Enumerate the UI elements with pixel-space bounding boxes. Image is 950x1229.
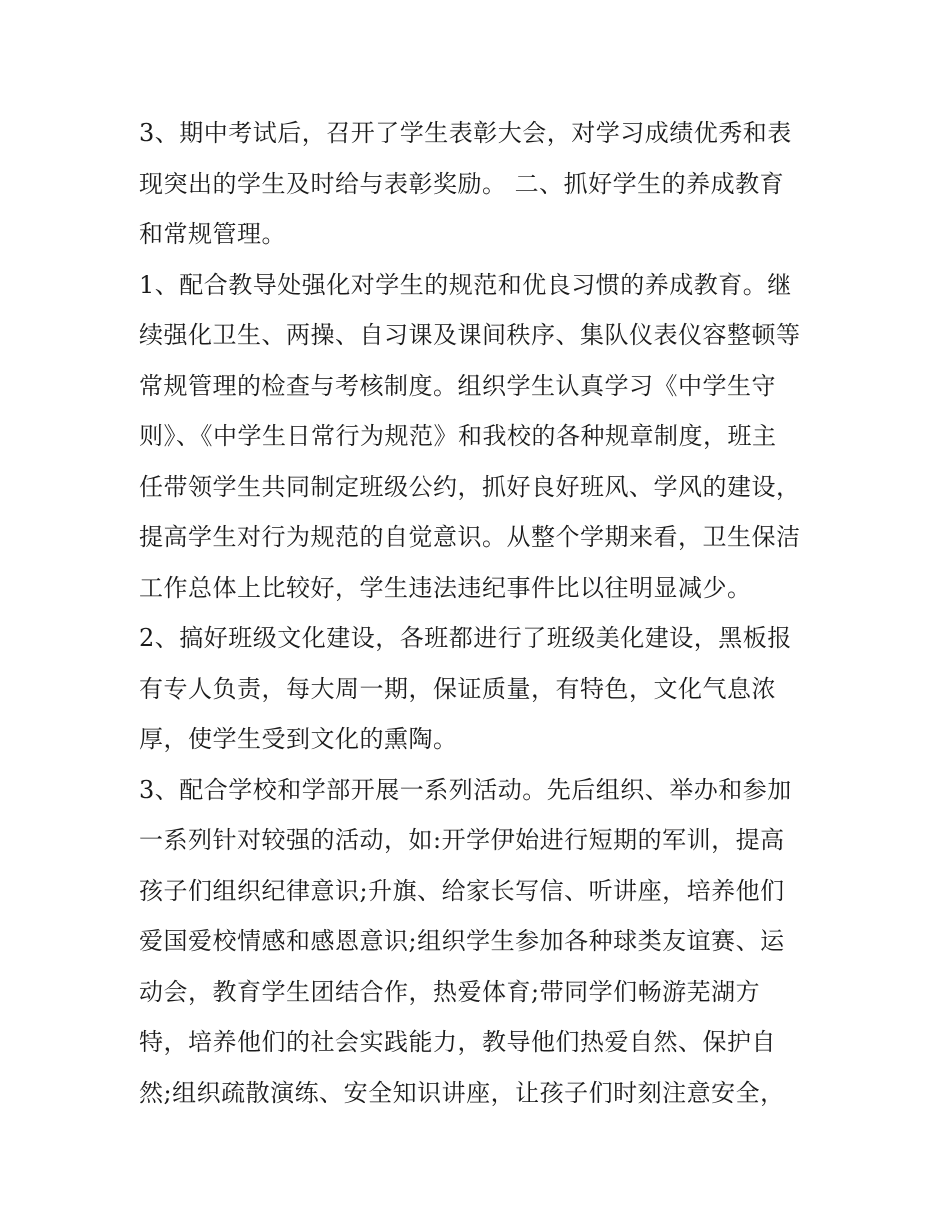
text-line: 常规管理的检查与考核制度。组织学生认真学习《中学生守 [139, 371, 776, 400]
text-line: 工作总体上比较好，学生违法违纪事件比以往明显减少。 [139, 573, 752, 602]
text-line: 然;组织疏散演练、安全知识讲座，让孩子们时刻注意安全， [139, 1078, 785, 1107]
text-line: 爱国爱校情感和感恩意识;组织学生参加各种球类友谊赛、运 [139, 927, 785, 955]
text-line: 3、配合学校和学部开展一系列活动。先后组织、举办和参加 [139, 775, 792, 804]
text-line: 则》、《中学生日常行为规范》和我校的各种规章制度，班主 [139, 422, 777, 450]
text-line: 1、配合教导处强化对学生的规范和优良习惯的养成教育。继 [139, 270, 792, 299]
text-line: 厚，使学生受到文化的熏陶。 [139, 725, 458, 753]
text-line: 现突出的学生及时给与表彰奖励。 二、抓好学生的养成教育 [139, 169, 785, 198]
body-text [139, 108, 839, 1118]
text-line: 任带领学生共同制定班级公约，抓好良好班风、学风的建设， [139, 472, 801, 501]
text-line: 孩子们组织纪律意识;升旗、给家长写信、听讲座，培养他们 [139, 876, 785, 905]
text-line: 续强化卫生、两操、自习课及课间秩序、集队仪表仪容整顿等 [139, 321, 801, 349]
text-line: 和常规管理。 [139, 220, 286, 248]
text-line: 特，培养他们的社会实践能力，教导他们热爱自然、保护自 [139, 1028, 776, 1056]
text-line: 3、期中考试后，召开了学生表彰大会，对学习成绩优秀和表 [139, 119, 792, 147]
text-line: 提高学生对行为规范的自觉意识。从整个学期来看，卫生保洁 [139, 523, 801, 551]
text-line: 一系列针对较强的活动，如:开学伊始进行短期的军训，提高 [139, 826, 785, 854]
text-line: 有专人负责，每大周一期，保证质量，有特色，文化气息浓 [139, 674, 776, 703]
text-line: 动会，教育学生团结合作，热爱体育;带同学们畅游芜湖方 [139, 977, 761, 1006]
text-line: 2、搞好班级文化建设，各班都进行了班级美化建设，黑板报 [139, 624, 792, 652]
